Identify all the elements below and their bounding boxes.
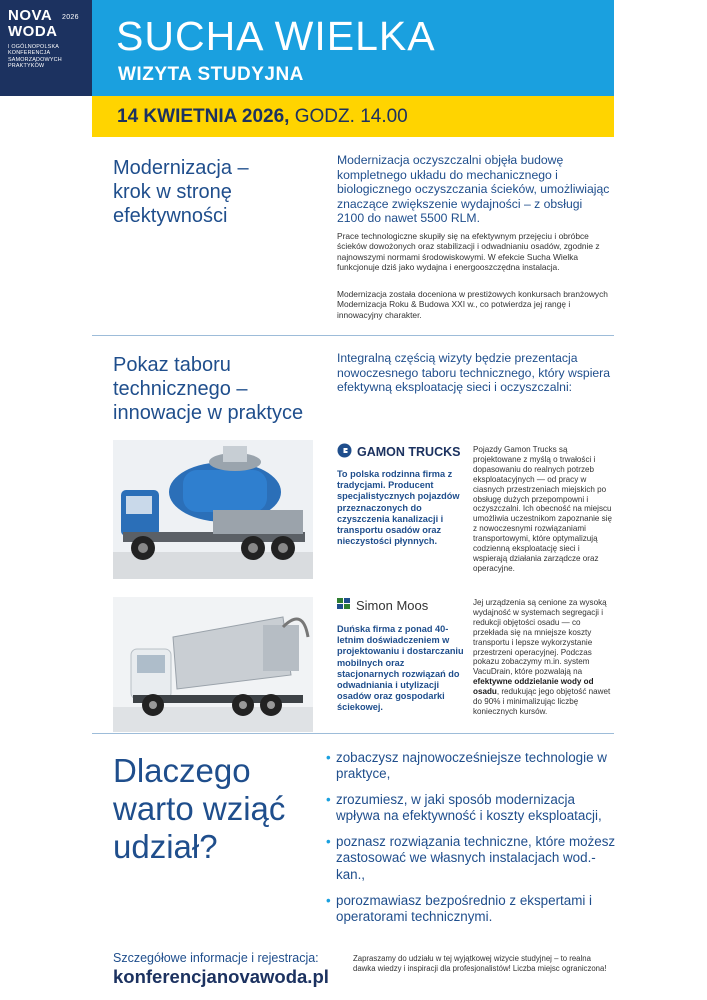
divider [92,335,614,336]
simonmoos-text-bold: efektywne oddzielanie wody od osadu [473,677,594,697]
benefits-list [326,750,616,935]
simonmoos-name: Simon Moos [356,598,429,613]
event-time: GODZ. 14.00 [289,106,408,127]
why-join-title: Dlaczego warto wziąć udział? [113,752,286,865]
list-item: • porozmawiasz bezpośrednio z ekspertami i operatorami technicznymi. [326,893,616,926]
logo-line-1: NOVA [8,7,53,24]
registration-link[interactable]: konferencjanovawoda.pl [113,966,329,987]
gamon-description: To polska rodzinna firma z tradycjami. Producent specjalistycznych pojazdów przeznaczonych do czyszczenia kanalizacji i transportu osadów oraz nieczystości płynnych. [337,469,460,547]
simonmoos-text [473,598,613,717]
list-item: • zrozumiesz, w jaki sposób modernizacja wpływa na efektywność i koszty eksploatacji, [326,792,616,825]
logo [0,0,92,96]
simonmoos-logo-icon [337,598,351,613]
section-modernizacja-title [113,156,249,228]
title-line: Modernizacja – [113,157,249,179]
gamon-name: GAMON TRUCKS [357,445,461,459]
tabor-lead: Integralną częścią wizyty będzie prezentacja nowoczesnego taboru technicznego, który wspiera efektywną eksploatację sieci i oczyszczalni: [337,351,611,394]
logo-subtitle: I OGÓLNOPOLSKA KONFERENCJA SAMORZĄDOWYCH PRAKTYKÓW [8,44,62,69]
modernizacja-lead: Modernizacja oczyszczalni objęła budowę kompletnego układu do mechanicznego i biologicznego oczyszczania ścieków, umożliwiając znaczące zwiększenie wydajności – z obsługi 2100 do nawet 5500 RLM. [337,153,610,225]
title-line: technicznego – [113,378,248,400]
gamon-logo-icon [337,443,352,461]
simonmoos-truck-image [113,597,313,732]
registration-label: Szczegółowe informacje i rejestracja: [113,951,319,965]
title-line: Pokaz taboru [113,354,231,376]
simonmoos-text-b: , redukując jego objętość nawet do 90% i minimalizując liczbę koniecznych kursów. [473,687,611,716]
gamon-truck-image [113,440,313,579]
date-banner [92,96,614,137]
list-item: • zobaczysz najnowocześniejsze technologie w praktyce, [326,750,616,783]
title-line: krok w stronę [113,181,232,203]
simonmoos-text-a: Jej urządzenia są cenione za wysoką wydajność w systemach segregacji i redukcji objętości osadu — co przekłada się na mniejsze koszty transportu i lepsze wykorzystanie przestrzeni operacyjnej. Podczas pokazu zobaczymy m.in. system VacuDrain, które pozwalają na [473,598,607,677]
title-line: efektywności [113,205,228,227]
header-banner [92,0,614,96]
section-tabor-title [113,353,303,425]
title-line: innowacje w praktyce [113,402,304,424]
divider [92,733,614,734]
logo-line-2: WODA [8,23,58,40]
gamon-brand [337,443,460,461]
gamon-text: Pojazdy Gamon Trucks są projektowane z myślą o trwałości i dopasowaniu do realnych potrzeb eksploatacyjnych — od pracy w ciasnych przestrzeniach miejskich po obsługę dużych przepompowni i oczyszczalni. Ich obecność na miejscu umożliwia uczestnikom zapoznanie się z nowoczesnymi rozwiązaniami transportowymi, które optymalizują codzienną eksploatację sieci i wspierają działania zarządcze oraz operacyjne. [473,445,613,573]
modernizacja-paragraph-1: Prace technologiczne skupiły się na efektywnym przejęciu i obróbce ścieków dowożonych oraz stabilizacji i odwadnianiu osadów, zgodnie z najnowszymi normami środowiskowymi. W efekcie Sucha Wielka funkcjonuje dziś jako wydajna i energooszczędna instalacja. [337,231,600,272]
modernizacja-paragraph-2: Modernizacja została doceniona w prestiżowych konkursach branżowych Modernizacja Roku & Budowa XXI w., co potwierdza jej rangę i innowacyjny charakter. [337,289,608,320]
list-item: • poznasz rozwiązania techniczne, które możesz zastosować we własnych instalacjach wod.-kan., [326,834,616,883]
page-subtitle: WIZYTA STUDYJNA [118,64,304,85]
logo-year: 2026 [62,14,79,21]
simonmoos-brand [337,598,428,613]
event-date: 14 KWIETNIA 2026, [117,106,290,127]
footer-note: Zapraszamy do udziału w tej wyjątkowej wizycie studyjnej – to realna dawka wiedzy i inspiracji dla profesjonalistów! Liczba miejsc ograniczona! [353,954,607,973]
simonmoos-description: Duńska firma z ponad 40-letnim doświadczeniem w projektowaniu i dostarczaniu mobilnych oraz stacjonarnych rozwiązań do odwadniania i utylizacji osadów oraz gospodarki ściekowej. [337,624,464,713]
page-title: SUCHA WIELKA [116,13,436,59]
